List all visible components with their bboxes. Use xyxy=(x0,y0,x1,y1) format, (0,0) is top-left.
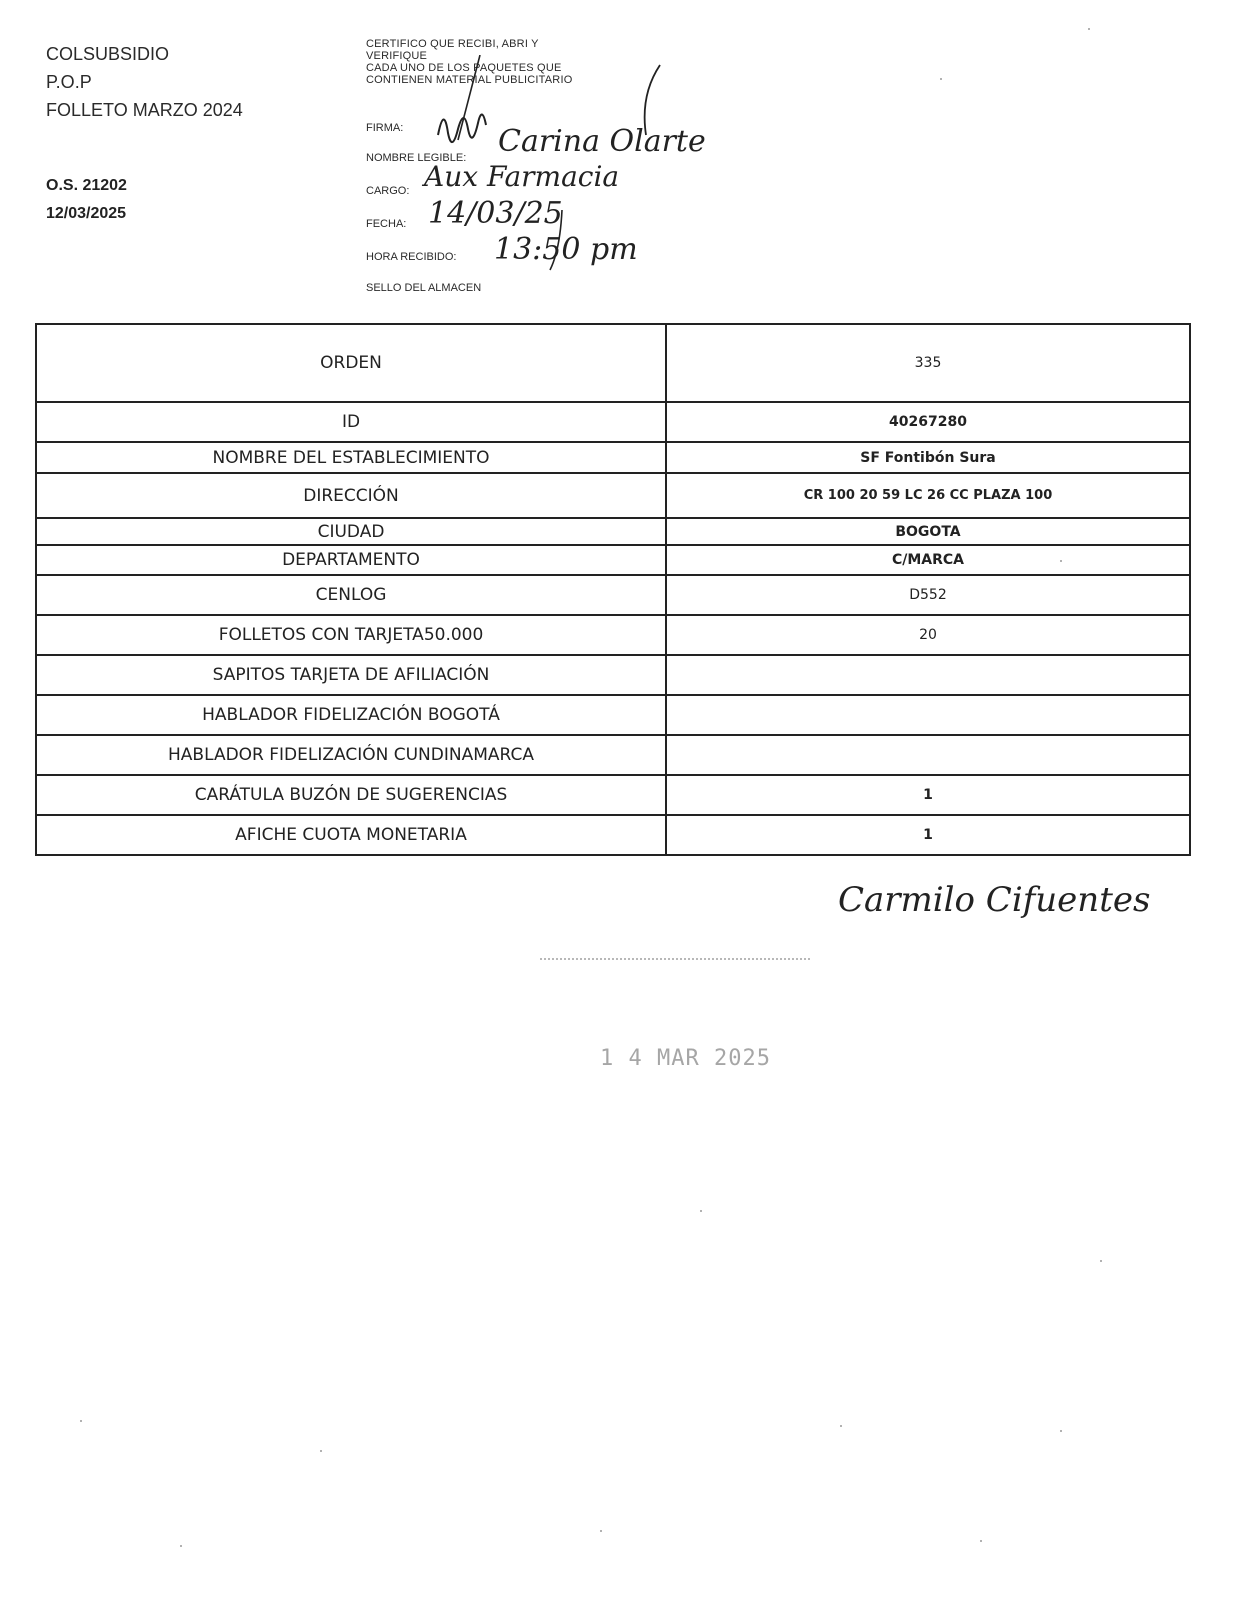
row-value: 1 xyxy=(666,775,1190,815)
row-value: SF Fontibón Sura xyxy=(666,442,1190,473)
table-row xyxy=(36,695,1190,735)
row-value: 1 xyxy=(666,815,1190,855)
handwritten-name: Carina Olarte xyxy=(498,124,706,159)
cargo-label: CARGO: xyxy=(366,185,410,197)
table-row xyxy=(36,735,1190,775)
cert-line-3: CADA UNO DE LOS PAQUETES QUE xyxy=(366,62,562,74)
table-row xyxy=(36,442,1190,473)
scan-speck xyxy=(1060,560,1062,562)
nombre-label: NOMBRE LEGIBLE: xyxy=(366,152,467,164)
table-row xyxy=(36,615,1190,655)
store-stamp xyxy=(540,958,810,1143)
scan-speck xyxy=(840,1425,842,1427)
row-label: CARÁTULA BUZÓN DE SUGERENCIAS xyxy=(36,775,666,815)
table-row xyxy=(36,655,1190,695)
table-row xyxy=(36,545,1190,575)
scan-speck xyxy=(700,1210,702,1212)
table-row xyxy=(36,473,1190,518)
scan-speck xyxy=(940,78,942,80)
scan-speck xyxy=(80,1420,82,1422)
table-row xyxy=(36,575,1190,615)
cert-line-4: CONTIENEN MATERIAL PUBLICITARIO xyxy=(366,74,573,86)
scan-speck xyxy=(600,1530,602,1532)
row-label: SAPITOS TARJETA DE AFILIACIÓN xyxy=(36,655,666,695)
row-value: BOGOTA xyxy=(666,518,1190,545)
row-label: FOLLETOS CON TARJETA50.000 xyxy=(36,615,666,655)
row-value: 335 xyxy=(666,324,1190,402)
handwritten-time: 13:50 pm xyxy=(494,232,638,267)
row-value xyxy=(666,655,1190,695)
handwritten-cargo: Aux Farmacia xyxy=(424,160,620,193)
row-value: CR 100 20 59 LC 26 CC PLAZA 100 xyxy=(666,473,1190,518)
fecha-label: FECHA: xyxy=(366,218,407,230)
row-label: ID xyxy=(36,402,666,442)
table-row xyxy=(36,518,1190,545)
company-name: COLSUBSIDIO xyxy=(46,44,170,64)
scan-speck xyxy=(1100,1260,1102,1262)
stamp-date: 1 4 MAR 2025 xyxy=(600,1046,771,1071)
hora-label: HORA RECIBIDO: xyxy=(366,251,457,263)
table-row xyxy=(36,324,1190,402)
order-block xyxy=(46,172,127,228)
scan-speck xyxy=(180,1545,182,1547)
stamp-border xyxy=(540,958,810,1010)
row-label: CENLOG xyxy=(36,575,666,615)
firma-label: FIRMA: xyxy=(366,122,404,134)
row-value xyxy=(666,695,1190,735)
scan-speck xyxy=(1088,28,1090,30)
cert-line-1: CERTIFICO QUE RECIBI, ABRI Y xyxy=(366,38,539,50)
sello-label: SELLO DEL ALMACEN xyxy=(366,282,482,294)
row-label: NOMBRE DEL ESTABLECIMIENTO xyxy=(36,442,666,473)
row-value: 40267280 xyxy=(666,402,1190,442)
scan-speck xyxy=(980,1540,982,1542)
campaign-title: FOLLETO MARZO 2024 xyxy=(46,100,243,120)
row-label: DIRECCIÓN xyxy=(36,473,666,518)
row-label: DEPARTAMENTO xyxy=(36,545,666,575)
row-value xyxy=(666,735,1190,775)
row-value: 20 xyxy=(666,615,1190,655)
handwritten-note: Carmilo Cifuentes xyxy=(838,880,1151,920)
pop-label: P.O.P xyxy=(46,72,92,92)
row-label: HABLADOR FIDELIZACIÓN BOGOTÁ xyxy=(36,695,666,735)
order-service-number: O.S. 21202 xyxy=(46,177,127,194)
delivery-table xyxy=(35,323,1191,856)
table-row xyxy=(36,775,1190,815)
row-label: ORDEN xyxy=(36,324,666,402)
row-label: HABLADOR FIDELIZACIÓN CUNDINAMARCA xyxy=(36,735,666,775)
scan-speck xyxy=(320,1450,322,1452)
row-value: C/MARCA xyxy=(666,545,1190,575)
header-block xyxy=(46,40,243,124)
scan-speck xyxy=(1060,1430,1062,1432)
table-row xyxy=(36,815,1190,855)
table-row xyxy=(36,402,1190,442)
order-date: 12/03/2025 xyxy=(46,205,127,222)
cert-line-2: VERIFIQUE xyxy=(366,50,428,62)
row-label: AFICHE CUOTA MONETARIA xyxy=(36,815,666,855)
row-value: D552 xyxy=(666,575,1190,615)
row-label: CIUDAD xyxy=(36,518,666,545)
handwritten-date: 14/03/25 xyxy=(428,196,563,231)
